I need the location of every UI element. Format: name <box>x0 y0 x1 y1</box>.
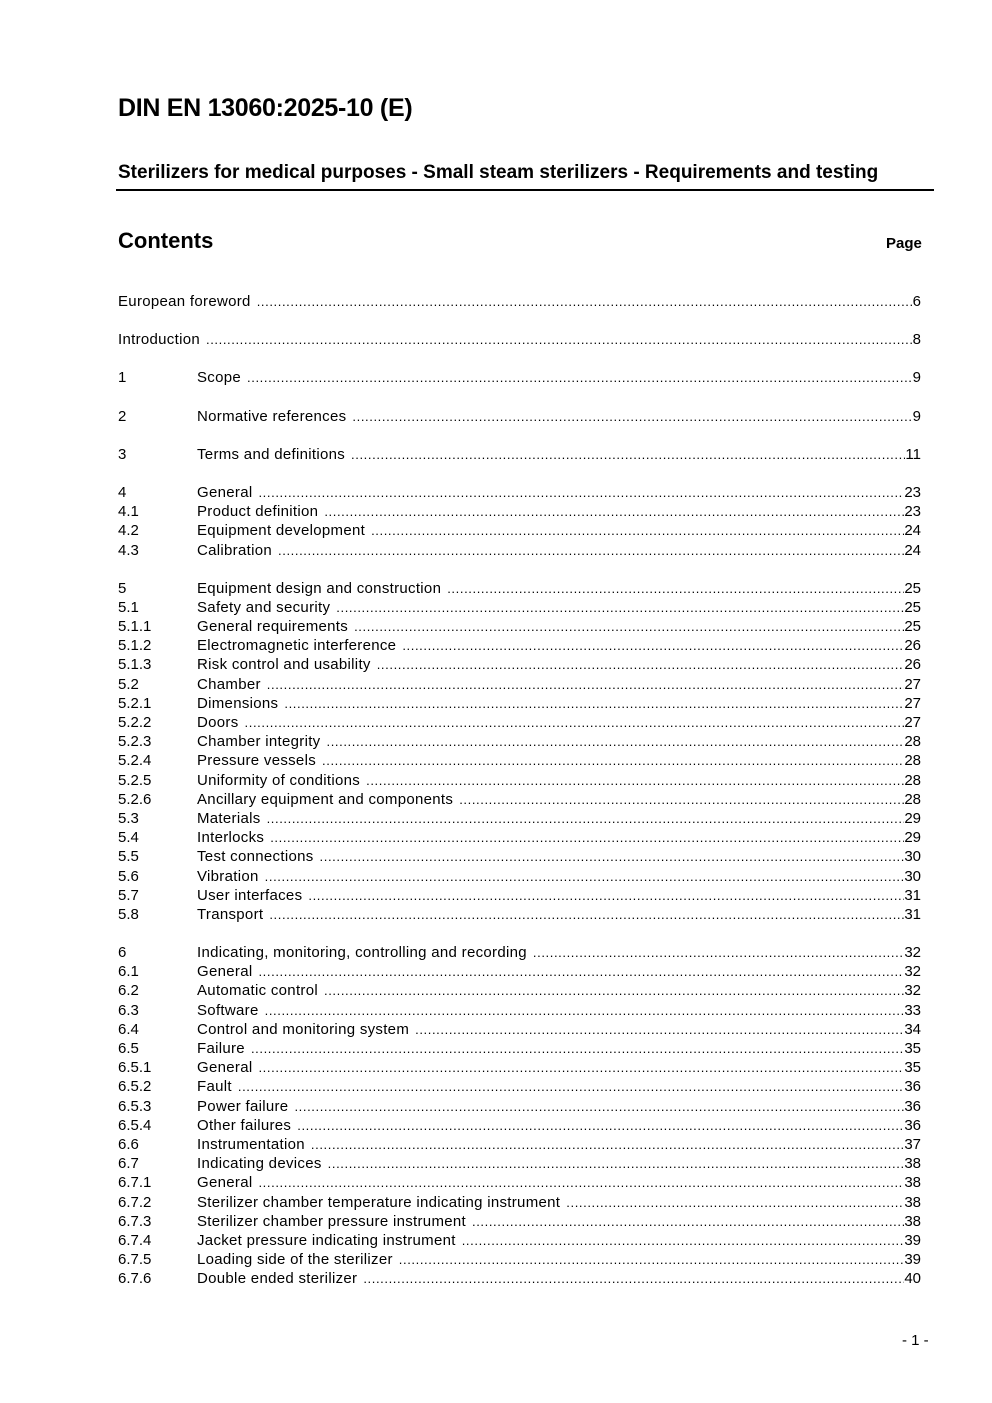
toc-entry[interactable] <box>118 1250 921 1269</box>
toc-dot-leader <box>247 368 913 387</box>
toc-entry-title: General <box>197 963 253 981</box>
toc-entry-number: 6.5.3 <box>118 1097 152 1115</box>
toc-entry-page: 39 <box>904 1231 921 1249</box>
toc-dot-leader <box>371 521 904 540</box>
toc-entry-title: Calibration <box>197 541 273 559</box>
toc-entry[interactable] <box>118 1097 921 1116</box>
toc-entry[interactable] <box>118 617 921 636</box>
toc-entry[interactable] <box>118 905 921 924</box>
toc-entry-page: 36 <box>904 1078 921 1096</box>
toc-entry-page: 24 <box>904 522 921 540</box>
toc-entry-number: 6.7 <box>118 1155 139 1173</box>
toc-entry[interactable] <box>118 675 921 694</box>
toc-entry-title: General requirements <box>197 618 349 636</box>
toc-entry[interactable] <box>118 292 921 311</box>
toc-entry-number: 5 <box>118 579 127 597</box>
toc-entry-page: 31 <box>904 886 921 904</box>
toc-entry-number: 6.6 <box>118 1135 139 1153</box>
toc-dot-leader <box>363 1269 904 1288</box>
toc-entry-title: Uniformity of conditions <box>197 771 361 789</box>
toc-entry-page: 28 <box>904 752 921 770</box>
toc-entry-title: Sterilizer chamber pressure instrument <box>197 1212 466 1230</box>
toc-entry[interactable] <box>118 1154 921 1173</box>
toc-entry-title: General <box>197 1174 253 1192</box>
toc-dot-leader <box>402 636 904 655</box>
toc-entry-page: 33 <box>904 1001 921 1019</box>
toc-entry[interactable] <box>118 1001 921 1020</box>
page-column-label: Page <box>886 235 922 252</box>
toc-entry[interactable] <box>118 1193 921 1212</box>
toc-dot-leader <box>328 1154 905 1173</box>
toc-dot-leader <box>533 943 904 962</box>
toc-entry-page: 37 <box>904 1135 921 1153</box>
toc-entry-number: 6.7.1 <box>118 1174 152 1192</box>
toc-entry-number: 6.3 <box>118 1001 139 1019</box>
toc-entry[interactable] <box>118 1039 921 1058</box>
toc-entry[interactable] <box>118 407 921 426</box>
toc-entry[interactable] <box>118 655 921 674</box>
toc-entry[interactable] <box>118 943 921 962</box>
toc-entry[interactable] <box>118 847 921 866</box>
toc-entry-page: 36 <box>904 1116 921 1134</box>
toc-dot-leader <box>258 1058 904 1077</box>
toc-dot-leader <box>459 790 904 809</box>
toc-entry-page: 38 <box>904 1174 921 1192</box>
toc-entry-number: 6.1 <box>118 963 139 981</box>
toc-entry-page: 9 <box>912 369 921 387</box>
toc-entry-page: 29 <box>904 809 921 827</box>
toc-dot-leader <box>270 828 904 847</box>
toc-dot-leader <box>265 867 905 886</box>
toc-entry-number: 4 <box>118 483 127 501</box>
toc-entry[interactable] <box>118 694 921 713</box>
toc-entry-title: Indicating devices <box>197 1155 322 1173</box>
toc-entry-page: 23 <box>904 503 921 521</box>
toc-dot-leader <box>258 1173 904 1192</box>
toc-entry-title: Dimensions <box>197 694 279 712</box>
toc-entry-number: 6.5.4 <box>118 1116 152 1134</box>
toc-entry-title: Equipment design and construction <box>197 579 442 597</box>
toc-entry-number: 6.2 <box>118 982 139 1000</box>
toc-entry-title: Sterilizer chamber temperature indicating instrument <box>197 1193 561 1211</box>
toc-entry-page: 9 <box>912 407 921 425</box>
toc-entry-title: Software <box>197 1001 259 1019</box>
toc-entry-page: 35 <box>904 1059 921 1077</box>
toc-entry-page: 32 <box>904 982 921 1000</box>
toc-entry-title: Equipment development <box>197 522 366 540</box>
toc-entry-title: Chamber <box>197 675 261 693</box>
toc-entry-title: Introduction <box>118 331 200 349</box>
toc-entry[interactable] <box>118 771 921 790</box>
toc-entry[interactable] <box>118 368 921 387</box>
toc-entry[interactable] <box>118 1212 921 1231</box>
toc-dot-leader <box>265 1001 905 1020</box>
toc-entry-page: 32 <box>904 944 921 962</box>
toc-entry[interactable] <box>118 330 921 349</box>
toc-dot-leader <box>324 502 904 521</box>
toc-dot-leader <box>297 1116 904 1135</box>
toc-entry-title: Double ended sterilizer <box>197 1270 358 1288</box>
toc-entry[interactable] <box>118 1135 921 1154</box>
toc-entry[interactable] <box>118 828 921 847</box>
toc-dot-leader <box>336 598 904 617</box>
toc-entry-number: 5.7 <box>118 886 139 904</box>
toc-entry-title: General <box>197 483 253 501</box>
toc-entry-number: 5.2.5 <box>118 771 152 789</box>
toc-entry-page: 25 <box>904 598 921 616</box>
toc-entry-number: 3 <box>118 445 127 463</box>
toc-entry-number: 6.7.3 <box>118 1212 152 1230</box>
toc-entry-number: 5.5 <box>118 848 139 866</box>
toc-entry-page: 28 <box>904 733 921 751</box>
toc-entry[interactable] <box>118 981 921 1000</box>
toc-entry-title: Normative references <box>197 407 347 425</box>
toc-entry-title: Power failure <box>197 1097 289 1115</box>
toc-entry-page: 28 <box>904 771 921 789</box>
toc-entry-title: Scope <box>197 369 242 387</box>
toc-dot-leader <box>354 617 904 636</box>
toc-dot-leader <box>415 1020 904 1039</box>
toc-entry-page: 30 <box>904 867 921 885</box>
toc-entry-number: 5.1.3 <box>118 656 152 674</box>
toc-entry[interactable] <box>118 962 921 981</box>
toc-entry-number: 2 <box>118 407 127 425</box>
toc-entry-title: General <box>197 1059 253 1077</box>
toc-entry-page: 27 <box>904 675 921 693</box>
toc-entry-number: 4.3 <box>118 541 139 559</box>
toc-entry-title: Failure <box>197 1040 245 1057</box>
toc-entry[interactable] <box>118 1269 921 1288</box>
toc-entry-number: 4.2 <box>118 522 139 540</box>
toc-entry-number: 6.4 <box>118 1020 139 1038</box>
toc-entry-title: Test connections <box>197 848 314 866</box>
toc-dot-leader <box>352 407 912 426</box>
toc-entry-title: Fault <box>197 1078 232 1096</box>
toc-entry-title: Doors <box>197 714 239 731</box>
toc-dot-leader <box>206 330 913 349</box>
toc-entry-page: 30 <box>904 848 921 866</box>
toc-entry-title: Indicating, monitoring, controlling and recording <box>197 944 527 962</box>
toc-dot-leader <box>284 694 904 713</box>
toc-entry-number: 4.1 <box>118 503 139 521</box>
toc-entry-number: 5.6 <box>118 867 139 885</box>
toc-entry[interactable] <box>118 1231 921 1250</box>
toc-entry-title: Pressure vessels <box>197 752 317 770</box>
toc-dot-leader <box>311 1135 904 1154</box>
toc-entry-title: Interlocks <box>197 829 265 847</box>
toc-entry-title: Automatic control <box>197 982 318 1000</box>
toc-dot-leader <box>258 483 904 502</box>
toc-entry-number: 6 <box>118 944 127 962</box>
toc-entry-number: 5.2 <box>118 675 139 693</box>
toc-entry-page: 6 <box>912 293 921 310</box>
toc-entry-number: 5.2.6 <box>118 790 152 808</box>
toc-entry[interactable] <box>118 541 921 560</box>
toc-entry-title: Other failures <box>197 1116 292 1134</box>
toc-entry-page: 27 <box>904 694 921 712</box>
toc-dot-leader <box>377 655 905 674</box>
toc-entry-number: 5.2.1 <box>118 694 152 712</box>
toc-entry-page: 29 <box>904 829 921 847</box>
toc-entry-page: 25 <box>904 579 921 597</box>
contents-heading: Contents <box>118 228 214 253</box>
toc-dot-leader <box>294 1097 904 1116</box>
toc-dot-leader <box>399 1250 905 1269</box>
toc-entry-page: 31 <box>904 905 921 923</box>
toc-entry-number: 5.2.3 <box>118 733 152 751</box>
toc-entry-page: 35 <box>904 1040 921 1057</box>
toc-entry-page: 11 <box>905 445 921 463</box>
toc-entry-page: 25 <box>904 618 921 636</box>
toc-dot-leader <box>326 732 904 751</box>
toc-entry-number: 6.5.2 <box>118 1078 152 1096</box>
toc-entry-title: Vibration <box>197 867 259 885</box>
toc-dot-leader <box>251 1039 904 1058</box>
toc-entry-number: 5.8 <box>118 905 139 923</box>
toc-entry[interactable] <box>118 867 921 886</box>
toc-entry-page: 24 <box>904 541 921 559</box>
toc-entry-page: 26 <box>904 656 921 674</box>
toc-dot-leader <box>472 1212 904 1231</box>
toc-dot-leader <box>257 292 913 311</box>
toc-entry-title: Terms and definitions <box>197 445 346 463</box>
toc-dot-leader <box>267 809 905 828</box>
toc-entry-page: 38 <box>904 1212 921 1230</box>
toc-entry-title: Chamber integrity <box>197 733 321 751</box>
toc-entry-number: 5.1 <box>118 598 139 616</box>
toc-entry-title: Transport <box>197 905 264 923</box>
toc-entry-number: 1 <box>118 369 127 387</box>
toc-dot-leader <box>278 541 904 560</box>
toc-entry-title: Control and monitoring system <box>197 1020 410 1038</box>
toc-entry[interactable] <box>118 732 921 751</box>
toc-dot-leader <box>320 847 905 866</box>
toc-entry-number: 6.5 <box>118 1040 139 1057</box>
toc-entry[interactable] <box>118 1116 921 1135</box>
toc-entry-page: 40 <box>904 1270 921 1288</box>
table-of-contents <box>118 292 921 1288</box>
toc-entry-number: 6.7.2 <box>118 1193 152 1211</box>
toc-entry-title: Ancillary equipment and components <box>197 790 454 808</box>
toc-dot-leader <box>462 1231 905 1250</box>
toc-entry-title: Product definition <box>197 503 319 521</box>
toc-dot-leader <box>322 751 904 770</box>
toc-entry-title: User interfaces <box>197 886 303 904</box>
page-number: - 1 - <box>902 1332 929 1349</box>
toc-dot-leader <box>566 1193 904 1212</box>
toc-entry-page: 36 <box>904 1097 921 1115</box>
toc-entry[interactable] <box>118 886 921 905</box>
toc-entry-page: 23 <box>904 483 921 501</box>
toc-entry[interactable] <box>118 502 921 521</box>
toc-dot-leader <box>258 962 904 981</box>
toc-entry-title: Instrumentation <box>197 1135 305 1153</box>
toc-entry-number: 5.4 <box>118 829 139 847</box>
toc-dot-leader <box>366 771 904 790</box>
toc-entry[interactable] <box>118 790 921 809</box>
toc-entry-number: 5.2.4 <box>118 752 152 770</box>
toc-entry-title: Electromagnetic interference <box>197 637 397 655</box>
toc-entry[interactable] <box>118 1058 921 1077</box>
toc-entry-number: 6.7.6 <box>118 1270 152 1288</box>
document-title: Sterilizers for medical purposes - Small steam sterilizers - Requirements and testing <box>116 162 934 191</box>
toc-dot-leader <box>269 905 904 924</box>
toc-dot-leader <box>308 886 904 905</box>
document-id: DIN EN 13060:2025-10 (E) <box>118 94 413 122</box>
toc-entry-page: 32 <box>904 963 921 981</box>
toc-entry[interactable] <box>118 636 921 655</box>
toc-dot-leader <box>324 981 904 1000</box>
toc-entry[interactable] <box>118 751 921 770</box>
toc-entry-page: 38 <box>904 1193 921 1211</box>
toc-entry-number: 6.5.1 <box>118 1059 152 1077</box>
toc-entry[interactable] <box>118 483 921 502</box>
toc-entry[interactable] <box>118 598 921 617</box>
toc-entry[interactable] <box>118 521 921 540</box>
toc-entry[interactable] <box>118 1173 921 1192</box>
toc-entry-page: 38 <box>904 1155 921 1173</box>
toc-entry-number: 6.7.5 <box>118 1251 152 1269</box>
toc-entry-title: Loading side of the sterilizer <box>197 1251 393 1269</box>
toc-dot-leader <box>447 579 904 598</box>
toc-entry[interactable] <box>118 445 921 464</box>
toc-entry-title: Safety and security <box>197 598 331 616</box>
toc-entry-page: 27 <box>904 714 921 731</box>
toc-entry-number: 5.1.1 <box>118 618 152 636</box>
toc-dot-leader <box>351 445 905 464</box>
toc-entry-page: 26 <box>904 637 921 655</box>
toc-entry-number: 5.2.2 <box>118 714 152 731</box>
toc-dot-leader <box>245 713 905 732</box>
toc-entry-title: Risk control and usability <box>197 656 371 674</box>
toc-entry-page: 39 <box>904 1251 921 1269</box>
toc-entry-title: Materials <box>197 809 261 827</box>
toc-entry[interactable] <box>118 1077 921 1096</box>
toc-entry-number: 5.1.2 <box>118 637 152 655</box>
toc-entry-title: European foreword <box>118 293 251 310</box>
toc-entry-page: 34 <box>904 1020 921 1038</box>
toc-entry[interactable] <box>118 1020 921 1039</box>
toc-entry-page: 8 <box>912 331 921 349</box>
toc-dot-leader <box>238 1077 904 1096</box>
toc-entry-page: 28 <box>904 790 921 808</box>
toc-entry-number: 6.7.4 <box>118 1231 152 1249</box>
toc-entry[interactable] <box>118 579 921 598</box>
toc-entry-title: Jacket pressure indicating instrument <box>197 1231 456 1249</box>
toc-entry[interactable] <box>118 809 921 828</box>
toc-entry-number: 5.3 <box>118 809 139 827</box>
toc-dot-leader <box>267 675 905 694</box>
toc-entry[interactable] <box>118 713 921 732</box>
